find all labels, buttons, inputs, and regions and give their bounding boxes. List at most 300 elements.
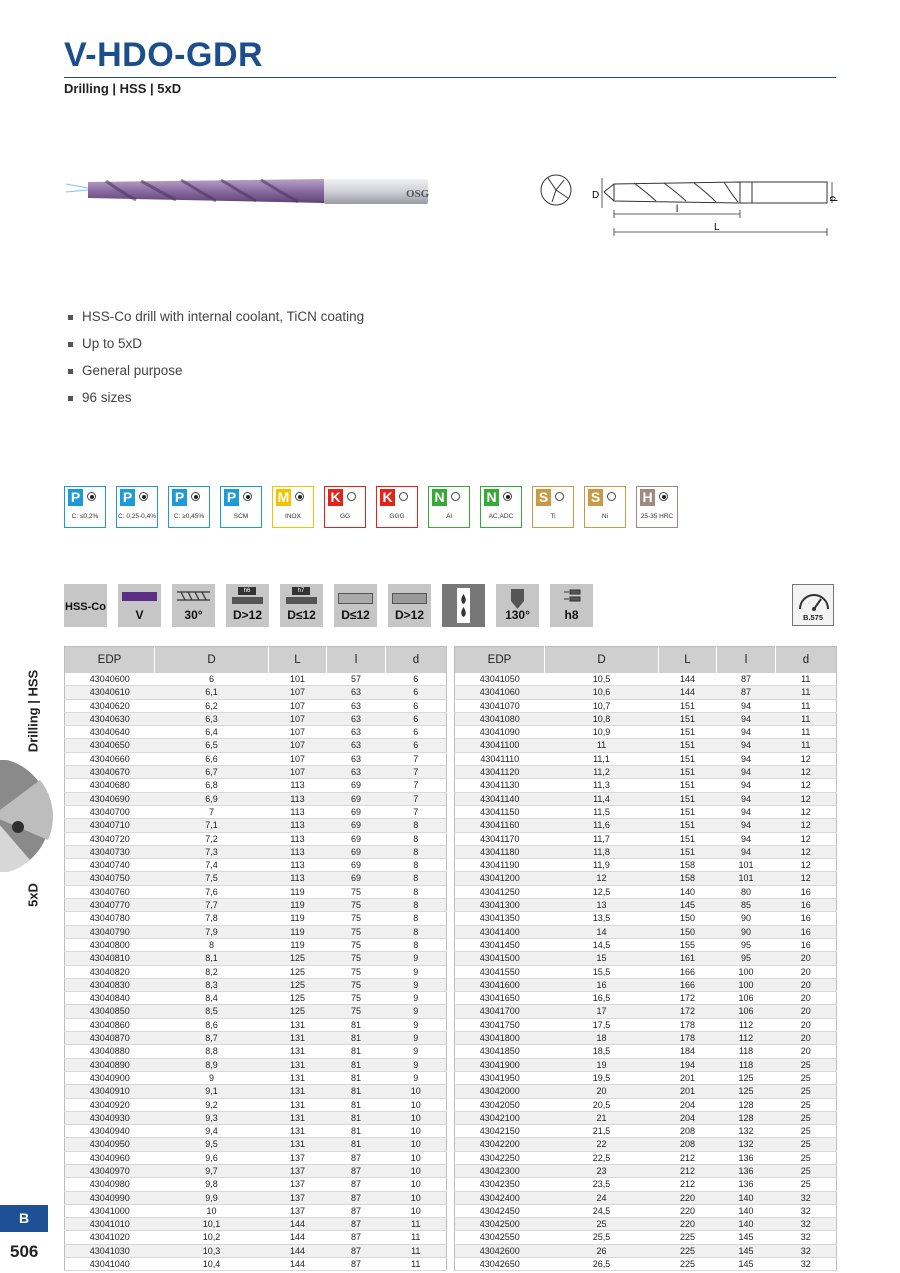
overall-length-cell: 151 [659,792,717,805]
diameter-cell: 24 [545,1191,659,1204]
material-n-icon [428,486,470,528]
diameter-cell: 20 [545,1085,659,1098]
overall-length-cell: 151 [659,726,717,739]
overall-length-cell: 131 [269,1032,327,1045]
table-row [455,686,837,699]
flute-length-cell: 136 [717,1178,776,1191]
table-row [65,739,447,752]
table-row [455,779,837,792]
overall-length-cell: 151 [659,845,717,858]
edp-cell: 43041080 [455,712,545,725]
overall-length-cell: 119 [269,925,327,938]
flute-length-cell: 136 [717,1151,776,1164]
shank-diameter-cell: 25 [776,1071,837,1084]
partial-dot-icon [451,492,460,501]
shank-diameter-cell: 6 [386,726,447,739]
table-row [65,1098,447,1111]
diameter-cell: 11,9 [545,859,659,872]
overall-length-cell: 131 [269,1058,327,1071]
edp-cell: 43041000 [65,1204,155,1217]
diameter-cell: 8,9 [155,1058,269,1071]
feature-text: Up to 5xD [82,336,143,351]
edp-cell: 43041250 [455,885,545,898]
edp-table-left [64,646,447,1271]
page-subtitle: Drilling | HSS | 5xD [64,81,182,96]
overall-length-cell: 119 [269,938,327,951]
table-row [65,992,447,1005]
diameter-cell: 14,5 [545,938,659,951]
overall-length-cell: 137 [269,1204,327,1217]
diameter-cell: 17 [545,1005,659,1018]
shank-diameter-cell: 9 [386,1058,447,1071]
edp-cell: 43040600 [65,673,155,686]
property-text: 30° [184,608,203,622]
shank-diameter-cell: 12 [776,845,837,858]
overall-length-cell: 131 [269,1125,327,1138]
diameter-cell: 15,5 [545,965,659,978]
diameter-cell: 6,1 [155,686,269,699]
table-row [455,1058,837,1071]
flute-length-cell: 118 [717,1045,776,1058]
overall-length-cell: 201 [659,1085,717,1098]
overall-length-cell: 225 [659,1244,717,1257]
bullet-icon [68,315,73,320]
flute-length-cell: 94 [717,805,776,818]
edp-table-right [454,646,837,1271]
shank-diameter-cell: 12 [776,805,837,818]
diameter-cell: 10,5 [545,673,659,686]
flute-length-cell: 94 [717,766,776,779]
flute-length-cell: 90 [717,912,776,925]
flute-length-cell: 75 [327,978,386,991]
diameter-cell: 10,1 [155,1218,269,1231]
edp-cell: 43041600 [455,978,545,991]
diameter-cell: 12 [545,872,659,885]
col-header-l: l [717,647,776,674]
table-row [65,899,447,912]
shank-diameter-cell: 11 [776,712,837,725]
feature-item [66,361,364,388]
edp-cell: 43040940 [65,1125,155,1138]
table-row [455,885,837,898]
edp-cell: 43040660 [65,752,155,765]
edp-cell: 43041550 [455,965,545,978]
edp-cell: 43040990 [65,1191,155,1204]
edp-cell: 43042600 [455,1244,545,1257]
edp-cell: 43041200 [455,872,545,885]
table-row [65,1244,447,1257]
edp-cell: 43040700 [65,805,155,818]
overall-length-cell: 101 [269,673,327,686]
gauge-icon [793,588,835,614]
table-row [65,673,447,686]
shank-diameter-cell: 9 [386,1045,447,1058]
property-text: D≤12 [341,608,370,622]
shank-diameter-cell: 25 [776,1164,837,1177]
table-row [65,712,447,725]
shank-diameter-cell: 20 [776,1005,837,1018]
overall-length-cell: 107 [269,699,327,712]
overall-length-cell: 212 [659,1151,717,1164]
table-row [65,1045,447,1058]
shank-diameter-cell: 12 [776,766,837,779]
material-letter: S [588,489,603,506]
overall-length-cell: 131 [269,1071,327,1084]
shank-diameter-cell: 25 [776,1138,837,1151]
flute-length-cell: 87 [327,1151,386,1164]
overall-length-cell: 194 [659,1058,717,1071]
overall-length-cell: 107 [269,726,327,739]
shank-diameter-cell: 11 [386,1218,447,1231]
overall-length-cell: 208 [659,1125,717,1138]
partial-dot-icon [607,492,616,501]
diameter-cell: 7,1 [155,819,269,832]
material-label: C: ≥0,45% [173,513,205,520]
shank-diameter-cell: 16 [776,912,837,925]
table-row [455,1204,837,1217]
edp-cell: 43041400 [455,925,545,938]
flute-length-cell: 69 [327,859,386,872]
edp-cell: 43041140 [455,792,545,805]
edp-cell: 43042550 [455,1231,545,1244]
overall-length-cell: 125 [269,978,327,991]
overall-length-cell: 151 [659,712,717,725]
diameter-cell: 25,5 [545,1231,659,1244]
diameter-cell: 7,2 [155,832,269,845]
edp-cell: 43041350 [455,912,545,925]
flute-length-cell: 63 [327,699,386,712]
overall-length-cell: 212 [659,1178,717,1191]
overall-length-cell: 113 [269,832,327,845]
overall-length-cell: 125 [269,952,327,965]
table-row [455,1244,837,1257]
diameter-cell: 12,5 [545,885,659,898]
edp-cell: 43040740 [65,859,155,872]
flute-length-cell: 145 [717,1258,776,1271]
edp-cell: 43040790 [65,925,155,938]
material-label: 25-35 HRC [640,513,674,520]
overall-length-cell: 150 [659,925,717,938]
flute-length-cell: 87 [327,1258,386,1271]
edp-cell: 43041150 [455,805,545,818]
shank-diameter-cell: 10 [386,1085,447,1098]
diameter-cell: 10,7 [545,699,659,712]
diameter-cell: 6,4 [155,726,269,739]
table-row [455,1018,837,1031]
table-row [65,1258,447,1271]
material-label: SCM [233,513,249,520]
shank-diameter-cell: 20 [776,1032,837,1045]
shank-diameter-cell: 8 [386,832,447,845]
side-tab-length-label: 5xD [25,883,41,907]
overall-length-cell: 212 [659,1164,717,1177]
overall-length-cell: 131 [269,1045,327,1058]
table-row [65,912,447,925]
overall-length-cell: 125 [269,965,327,978]
edp-cell: 43040810 [65,952,155,965]
shank-h7-icon [280,584,323,627]
overall-length-cell: 158 [659,859,717,872]
material-letter: S [536,489,551,506]
shank-diameter-cell: 6 [386,712,447,725]
overall-length-cell: 178 [659,1032,717,1045]
edp-cell: 43040770 [65,899,155,912]
table-row [455,912,837,925]
diameter-cell: 15 [545,952,659,965]
overall-length-cell: 144 [269,1244,327,1257]
edp-cell: 43041450 [455,938,545,951]
edp-cell: 43040630 [65,712,155,725]
table-row [65,872,447,885]
flute-length-cell: 81 [327,1098,386,1111]
property-text: V [135,608,144,622]
overall-length-cell: 155 [659,938,717,951]
diameter-cell: 21,5 [545,1125,659,1138]
shank-diameter-cell: 11 [386,1231,447,1244]
table-row [455,739,837,752]
shank-diameter-cell: 11 [776,686,837,699]
diameter-cell: 10 [155,1204,269,1217]
col-header-D: D [545,647,659,674]
shank-diameter-cell: 7 [386,792,447,805]
flute-length-cell: 94 [717,726,776,739]
edp-cell: 43040780 [65,912,155,925]
flute-length-cell: 100 [717,965,776,978]
drill-cross-section-icon [0,760,56,872]
overall-length-cell: 107 [269,686,327,699]
overall-length-cell: 204 [659,1111,717,1124]
table-row [455,1125,837,1138]
edp-cell: 43040620 [65,699,155,712]
edp-cell: 43040970 [65,1164,155,1177]
flute-length-cell: 81 [327,1018,386,1031]
shank-diameter-cell: 11 [776,739,837,752]
material-label: INOX [285,513,301,520]
overall-length-cell: 144 [269,1218,327,1231]
diameter-cell: 9,7 [155,1164,269,1177]
shank-diameter-cell: 6 [386,673,447,686]
dim-d-label: d [827,196,838,202]
diameter-cell: 7 [155,805,269,818]
table-row [455,1164,837,1177]
edp-cell: 43042350 [455,1178,545,1191]
shank-diameter-cell: 9 [386,952,447,965]
shank-diameter-cell: 16 [776,899,837,912]
diameter-cell: 9,2 [155,1098,269,1111]
edp-cell: 43040860 [65,1018,155,1031]
table-row [65,1018,447,1031]
flute-length-cell: 81 [327,1138,386,1151]
overall-length-cell: 137 [269,1191,327,1204]
material-label: GG [339,513,351,520]
diameter-cell: 6,9 [155,792,269,805]
table-row [65,938,447,951]
edp-cell: 43042150 [455,1125,545,1138]
diameter-cell: 9,4 [155,1125,269,1138]
flute-length-cell: 136 [717,1164,776,1177]
flute-length-cell: 75 [327,899,386,912]
edp-cell: 43041500 [455,952,545,965]
table-row [65,832,447,845]
suitable-dot-icon [87,492,96,501]
feature-item [66,388,364,415]
edp-cell: 43042450 [455,1204,545,1217]
table-row [65,699,447,712]
flute-length-cell: 87 [717,673,776,686]
edp-cell: 43041180 [455,845,545,858]
flute-length-cell: 140 [717,1218,776,1231]
diameter-cell: 19 [545,1058,659,1071]
overall-length-cell: 150 [659,912,717,925]
flute-length-cell: 69 [327,819,386,832]
table-row [455,1258,837,1271]
table-row [65,845,447,858]
diameter-cell: 8,1 [155,952,269,965]
shank-diameter-cell: 12 [776,832,837,845]
diameter-cell: 9,9 [155,1191,269,1204]
table-row [65,1218,447,1231]
shank-diameter-cell: 10 [386,1138,447,1151]
overall-length-cell: 107 [269,739,327,752]
table-row [65,1178,447,1191]
edp-cell: 43041060 [455,686,545,699]
feature-text: HSS-Co drill with internal coolant, TiCN coating [82,309,365,324]
flute-length-cell: 94 [717,699,776,712]
feature-list [66,307,364,415]
table-row [455,712,837,725]
flute-length-cell: 87 [327,1218,386,1231]
diameter-cell: 11,6 [545,819,659,832]
edp-cell: 43041800 [455,1032,545,1045]
flute-length-cell: 94 [717,739,776,752]
edp-cell: 43041950 [455,1071,545,1084]
material-letter: N [432,489,447,506]
material-p-icon [116,486,158,528]
shank-diameter-cell: 8 [386,899,447,912]
diameter-cell: 9,6 [155,1151,269,1164]
table-row [455,1085,837,1098]
flute-length-cell: 87 [717,686,776,699]
cutting-data-reference[interactable] [792,584,834,626]
edp-cell: 43042100 [455,1111,545,1124]
shank-diameter-cell: 8 [386,938,447,951]
table-row [455,752,837,765]
flute-length-cell: 81 [327,1045,386,1058]
diameter-cell: 10,9 [545,726,659,739]
flute-length-cell: 87 [327,1191,386,1204]
diameter-cell: 11,4 [545,792,659,805]
table-row [65,726,447,739]
diameter-cell: 26,5 [545,1258,659,1271]
shank-diameter-cell: 8 [386,859,447,872]
table-row [455,1098,837,1111]
diameter-cell: 8,4 [155,992,269,1005]
shank-diameter-cell: 10 [386,1125,447,1138]
edp-cell: 43041020 [65,1231,155,1244]
overall-length-cell: 204 [659,1098,717,1111]
table-row [65,1111,447,1124]
table-row [455,766,837,779]
diameter-cell: 6,7 [155,766,269,779]
material-label: C: 0,25-0,4% [118,513,156,520]
diameter-cell: 25 [545,1218,659,1231]
material-label: AC,ADC [488,513,514,520]
flute-length-cell: 57 [327,673,386,686]
flute-length-cell: 112 [717,1032,776,1045]
flute-length-cell: 80 [717,885,776,898]
overall-length-cell: 144 [269,1258,327,1271]
edp-cell: 43041300 [455,899,545,912]
edp-cell: 43041900 [455,1058,545,1071]
flute-length-cell: 125 [717,1071,776,1084]
shank-diameter-cell: 25 [776,1151,837,1164]
overall-length-cell: 145 [659,899,717,912]
title-divider [64,77,836,78]
edp-cell: 43040880 [65,1045,155,1058]
diameter-cell: 6,6 [155,752,269,765]
diameter-cell: 14 [545,925,659,938]
overall-length-cell: 158 [659,872,717,885]
flute-length-cell: 63 [327,766,386,779]
edp-cell: 43041030 [65,1244,155,1257]
svg-text:OSG: OSG [406,188,430,200]
table-row [455,925,837,938]
edp-cell: 43042500 [455,1218,545,1231]
bullet-icon [68,342,73,347]
flute-length-cell: 63 [327,712,386,725]
shank-diameter-cell: 10 [386,1164,447,1177]
shank-diameter-cell: 6 [386,686,447,699]
diameter-cell: 22 [545,1138,659,1151]
shank-diameter-cell: 32 [776,1218,837,1231]
flute-length-cell: 140 [717,1204,776,1217]
shank-diameter-cell: 10 [386,1098,447,1111]
material-letter: N [484,489,499,506]
diameter-cell: 10,6 [545,686,659,699]
diameter-cell: 20,5 [545,1098,659,1111]
side-tab-category [18,668,48,754]
shank-diameter-cell: 20 [776,978,837,991]
shank-diameter-cell: 20 [776,965,837,978]
suitable-dot-icon [295,492,304,501]
material-label: C: ≤0,2% [71,513,99,520]
edp-cell: 43040720 [65,832,155,845]
table-row [455,872,837,885]
table-row [65,1231,447,1244]
shank-diameter-cell: 7 [386,779,447,792]
property-text: D>12 [232,608,263,622]
shank-diameter-cell: 8 [386,819,447,832]
flute-length-cell: 75 [327,912,386,925]
overall-length-cell: 137 [269,1164,327,1177]
overall-length-cell: 137 [269,1178,327,1191]
diameter-cell: 7,6 [155,885,269,898]
feature-item [66,334,364,361]
suitable-dot-icon [139,492,148,501]
table-row [455,1111,837,1124]
diameter-cell: 21 [545,1111,659,1124]
overall-length-cell: 151 [659,739,717,752]
edp-cell: 43041070 [455,699,545,712]
edp-cell: 43042050 [455,1098,545,1111]
edp-cell: 43040800 [65,938,155,951]
edp-cell: 43040910 [65,1085,155,1098]
flute-length-cell: 87 [327,1231,386,1244]
property-text: D≤12 [287,608,316,622]
shank-diameter-cell: 12 [776,872,837,885]
internal-coolant-icon [442,584,485,627]
table-row [455,819,837,832]
